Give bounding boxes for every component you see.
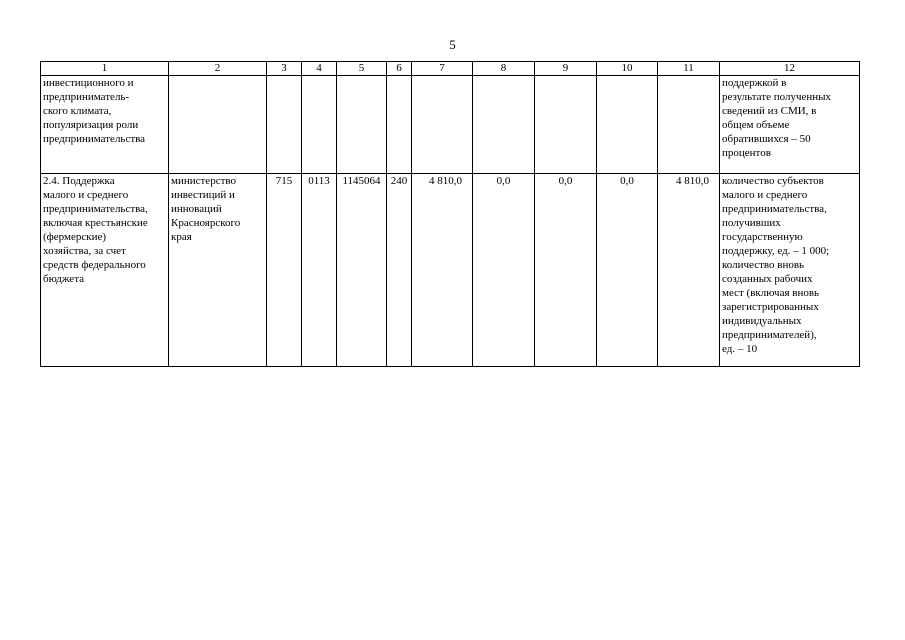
table-cell (658, 76, 720, 174)
table-cell: количество субъектов малого и среднего предпринимательства, получивших государственную поддержку, ед. – 1 000; количество вновь созданных рабочих мест (включая вновь зарегистрированных индивидуальных предпринимателей), ед. – 10 (720, 174, 860, 367)
column-header: 2 (169, 62, 267, 76)
table-cell: 0,0 (597, 174, 658, 367)
column-header: 7 (412, 62, 473, 76)
table-cell (169, 76, 267, 174)
column-header: 12 (720, 62, 860, 76)
table-cell: 2.4. Поддержка малого и среднего предпринимательства, включая крестьянские (фермерские) хозяйства, за счет средств федерального бюджета (41, 174, 169, 367)
table-cell: 715 (267, 174, 302, 367)
column-header: 4 (302, 62, 337, 76)
table-cell (412, 76, 473, 174)
column-header: 10 (597, 62, 658, 76)
table-cell: 0113 (302, 174, 337, 367)
table-row (41, 174, 860, 367)
table-cell (597, 76, 658, 174)
table-cell: 0,0 (535, 174, 597, 367)
table-row (41, 76, 860, 174)
table-header-row (41, 62, 860, 76)
budget-table (40, 61, 860, 367)
table-cell: министерство инвестиций и инноваций Красноярского края (169, 174, 267, 367)
column-header: 9 (535, 62, 597, 76)
table-cell: 4 810,0 (412, 174, 473, 367)
table-cell (267, 76, 302, 174)
table-cell: поддержкой в результате полученных сведений из СМИ, в общем объеме обратившихся – 50 процентов (720, 76, 860, 174)
column-header: 6 (387, 62, 412, 76)
column-header: 1 (41, 62, 169, 76)
table-cell: 1145064 (337, 174, 387, 367)
table-cell: 4 810,0 (658, 174, 720, 367)
table-cell: 240 (387, 174, 412, 367)
table-cell (302, 76, 337, 174)
table-cell (473, 76, 535, 174)
table-cell (387, 76, 412, 174)
column-header: 11 (658, 62, 720, 76)
column-header: 8 (473, 62, 535, 76)
table-cell: 0,0 (473, 174, 535, 367)
table-cell (337, 76, 387, 174)
table-cell: инвестиционного и предприниматель- ского климата, популяризация роли предпринимательства (41, 76, 169, 174)
column-header: 5 (337, 62, 387, 76)
page-number: 5 (449, 37, 456, 52)
column-header: 3 (267, 62, 302, 76)
table-cell (535, 76, 597, 174)
